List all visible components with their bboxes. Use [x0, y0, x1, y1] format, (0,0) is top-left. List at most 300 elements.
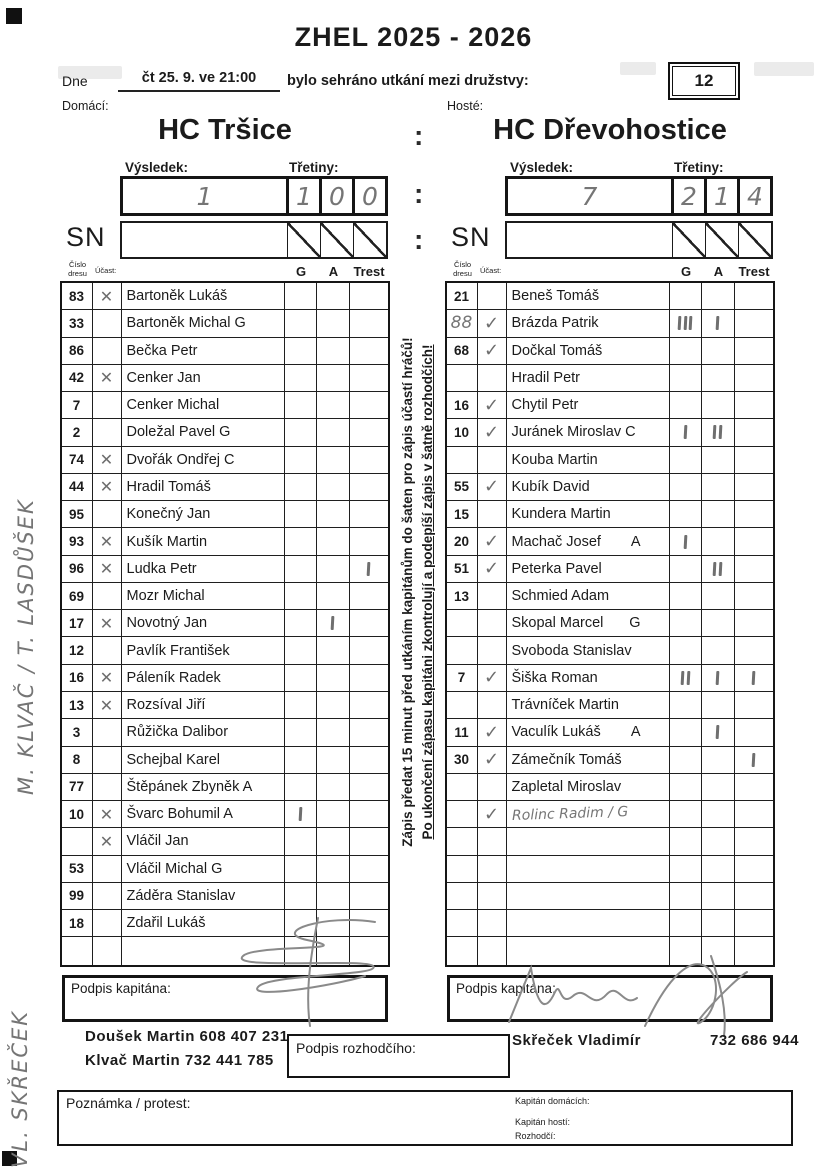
away-third3-cell: [737, 179, 770, 213]
margin-handwriting-referee2: VL. SKŘEČEK: [8, 1009, 32, 1168]
participation-cell: [93, 556, 122, 583]
assist-cell: [702, 801, 735, 828]
jersey-number-cell: [62, 637, 93, 664]
jersey-number-cell: [447, 583, 478, 610]
player-name: Štěpánek Zbyněk A: [126, 778, 253, 795]
participation-cell: [93, 474, 122, 501]
participation-cell: [478, 665, 507, 692]
player-name: Šiška Roman: [511, 669, 598, 686]
participation-cell: [478, 747, 507, 774]
home-sn-box: [120, 221, 388, 259]
jersey-number: 96: [68, 561, 85, 577]
jersey-number-cell: [62, 556, 93, 583]
player-name-cell: [122, 528, 285, 555]
assist-tally: [713, 425, 716, 439]
player-name-cell: [507, 528, 670, 555]
home-sn-slash-cell: [353, 223, 386, 257]
player-name: Konečný Jan: [126, 506, 211, 523]
penalty-cell: [350, 828, 388, 855]
home-a-col-header: A: [328, 264, 339, 279]
check-mark-icon: ✓: [483, 312, 500, 334]
participation-cell: [93, 637, 122, 664]
player-name: Kušík Martin: [126, 533, 208, 550]
home-score-box: [120, 176, 388, 216]
penalty-cell: [350, 528, 388, 555]
jersey-number-cell: [447, 637, 478, 664]
penalty-cell: [735, 528, 773, 555]
away-jersey-col-header: Číslo dresu: [453, 260, 472, 278]
penalty-cell: [735, 665, 773, 692]
assist-cell: [702, 719, 735, 746]
assist-cell: [702, 447, 735, 474]
goal-cell: [285, 637, 317, 664]
jersey-number-cell: [447, 692, 478, 719]
jersey-number-cell: [447, 801, 478, 828]
player-name-cell: [122, 774, 285, 801]
penalty-tally: [367, 562, 370, 576]
home-trest-col-header: Trest: [353, 264, 385, 279]
penalty-cell: [735, 910, 773, 937]
x-mark-icon: ✕: [99, 613, 114, 633]
jersey-number-cell: [447, 501, 478, 528]
away-sn-box: [505, 221, 773, 259]
check-mark-icon: ✓: [483, 721, 500, 743]
participation-cell: [478, 910, 507, 937]
goal-tally: [683, 316, 686, 330]
goal-cell: [670, 392, 702, 419]
assist-cell: [702, 501, 735, 528]
jersey-number: 17: [68, 615, 85, 631]
jersey-number: 51: [453, 561, 470, 577]
jersey-number: 86: [68, 343, 85, 359]
penalty-cell: [350, 419, 388, 446]
scan-smudge: [754, 62, 814, 76]
player-name-cell: [122, 637, 285, 664]
participation-cell: [478, 610, 507, 637]
goal-cell: [285, 447, 317, 474]
home-result-cell: [123, 179, 286, 213]
player-name: Skopal Marcel: [511, 615, 604, 632]
participation-cell: [93, 365, 122, 392]
jersey-number-cell: [62, 719, 93, 746]
jersey-number: 55: [453, 479, 470, 495]
goal-cell: [670, 937, 702, 964]
penalty-cell: [735, 283, 773, 310]
x-mark-icon: ✕: [99, 668, 114, 688]
jersey-number: 68: [453, 343, 470, 359]
penalty-cell: [350, 637, 388, 664]
player-name: Doležal Pavel G: [126, 424, 231, 441]
jersey-number: 10: [68, 806, 85, 822]
middle-instruction-line2: Po ukončení zápasu kapitáni zkontrolují a podepíší zápis v šatně rozhodčích!: [420, 344, 435, 840]
goal-tally: [686, 671, 689, 685]
penalty-cell: [735, 747, 773, 774]
assist-cell: [317, 474, 350, 501]
penalty-cell: [350, 474, 388, 501]
player-name-cell: [507, 365, 670, 392]
participation-cell: [478, 883, 507, 910]
home-ucast-col-header: Účast:: [95, 266, 117, 275]
check-mark-icon: ✓: [483, 421, 500, 443]
assist-cell: [317, 338, 350, 365]
participation-cell: [93, 447, 122, 474]
player-name: Švarc Bohumil A: [126, 806, 233, 823]
jersey-number-cell: [447, 610, 478, 637]
participation-cell: [478, 583, 507, 610]
participation-cell: [478, 801, 507, 828]
jersey-number-cell: [447, 528, 478, 555]
x-mark-icon: ✕: [99, 368, 114, 388]
goal-tally: [683, 534, 686, 548]
player-name-cell: [507, 501, 670, 528]
goal-cell: [285, 910, 317, 937]
assist-cell: [702, 556, 735, 583]
player-name: Vaculík Lukáš: [511, 724, 601, 741]
goal-cell: [670, 501, 702, 528]
scan-smudge: [620, 62, 656, 75]
jersey-number-cell: [447, 365, 478, 392]
jersey-number: 16: [453, 397, 470, 413]
jersey-number-cell: [62, 528, 93, 555]
assist-cell: [702, 910, 735, 937]
referee-signature-box: [287, 1034, 510, 1078]
penalty-cell: [350, 338, 388, 365]
goal-cell: [670, 883, 702, 910]
jersey-number: 2: [72, 424, 81, 440]
player-name-cell: [507, 419, 670, 446]
penalty-cell: [350, 447, 388, 474]
penalty-cell: [350, 856, 388, 883]
jersey-number-cell: [447, 883, 478, 910]
goal-cell: [285, 310, 317, 337]
assist-tally: [716, 725, 719, 739]
assist-cell: [702, 883, 735, 910]
assist-cell: [702, 665, 735, 692]
player-name: Vláčil Michal G: [126, 860, 223, 877]
player-name: Mozr Michal: [126, 588, 205, 605]
player-name: Novotný Jan: [126, 615, 208, 632]
check-mark-icon: ✓: [483, 476, 500, 498]
jersey-number-cell: [62, 338, 93, 365]
jersey-number-cell: [447, 283, 478, 310]
home-thirds-label: Třetiny:: [289, 160, 339, 175]
goal-cell: [285, 338, 317, 365]
penalty-cell: [350, 774, 388, 801]
player-name-cell: [122, 610, 285, 637]
player-name: Kubík David: [511, 478, 590, 495]
check-mark-icon: ✓: [483, 749, 500, 771]
middle-instruction-line1: Zápis předat 15 minut před utkáním kapitánům do šaten pro zápis účastí hráčů!: [400, 337, 415, 847]
assist-cell: [702, 828, 735, 855]
player-name: Chytil Petr: [511, 397, 579, 414]
jersey-number-cell: [447, 856, 478, 883]
jersey-number-cell: [447, 774, 478, 801]
jersey-number: 20: [453, 534, 470, 550]
participation-cell: [93, 610, 122, 637]
assist-cell: [317, 801, 350, 828]
assist-cell: [317, 828, 350, 855]
home-g-col-header: G: [295, 264, 307, 279]
goal-cell: [670, 637, 702, 664]
jersey-number: 7: [457, 670, 466, 686]
player-name: Brázda Patrik: [511, 315, 599, 332]
player-name-cell: [507, 856, 670, 883]
assist-cell: [317, 447, 350, 474]
goal-cell: [670, 747, 702, 774]
player-name-cell: [507, 910, 670, 937]
goal-cell: [285, 937, 317, 964]
goal-cell: [285, 610, 317, 637]
goal-cell: [670, 528, 702, 555]
away-result-value: 7: [581, 181, 598, 211]
penalty-cell: [735, 883, 773, 910]
home-sn-blank-cell: [122, 223, 287, 257]
home-team-name: HC Tršice: [158, 114, 292, 146]
player-name: Záděra Stanislav: [126, 887, 236, 904]
jersey-number: 93: [68, 534, 85, 550]
x-mark-icon: ✕: [99, 804, 114, 824]
player-name-cell: [507, 583, 670, 610]
x-mark-icon: ✕: [99, 532, 114, 552]
goal-cell: [285, 747, 317, 774]
player-name-cell: [507, 283, 670, 310]
penalty-cell: [350, 883, 388, 910]
player-name-cell: [122, 910, 285, 937]
jersey-number: 8: [72, 752, 81, 768]
x-mark-icon: ✕: [99, 477, 114, 497]
goal-cell: [285, 528, 317, 555]
player-name: Peterka Pavel: [511, 560, 602, 577]
player-role-letter: A: [630, 724, 641, 741]
assist-cell: [317, 365, 350, 392]
player-name-cell: [122, 474, 285, 501]
x-mark-icon: ✕: [99, 831, 114, 851]
player-name: Svoboda Stanislav: [511, 642, 632, 659]
penalty-cell: [735, 310, 773, 337]
penalty-cell: [350, 283, 388, 310]
penalty-cell: [350, 501, 388, 528]
goal-cell: [285, 583, 317, 610]
jersey-number-cell: [62, 774, 93, 801]
player-name-cell: [122, 665, 285, 692]
player-name: Bartoněk Lukáš: [126, 288, 228, 305]
page-title: ZHEL 2025 - 2026: [294, 22, 533, 52]
jersey-number-cell: [447, 310, 478, 337]
jersey-number-cell: [62, 474, 93, 501]
jersey-number-cell: [62, 501, 93, 528]
date-value: čt 25. 9. ve 21:00: [118, 70, 280, 92]
penalty-cell: [735, 583, 773, 610]
player-role-letter: G: [629, 615, 641, 632]
participation-cell: [93, 338, 122, 365]
assist-cell: [702, 610, 735, 637]
participation-cell: [93, 910, 122, 937]
home-third1-value: 1: [296, 181, 312, 211]
jersey-number-cell: [62, 856, 93, 883]
penalty-cell: [735, 338, 773, 365]
goal-cell: [670, 719, 702, 746]
goal-cell: [285, 474, 317, 501]
player-name: Machač Josef: [511, 533, 601, 550]
goal-cell: [670, 583, 702, 610]
note-label: Poznámka / protest:: [66, 1095, 191, 1111]
assist-cell: [317, 883, 350, 910]
goal-tally: [678, 316, 681, 330]
penalty-cell: [735, 419, 773, 446]
jersey-number-cell: [62, 883, 93, 910]
home-third1-cell: [286, 179, 319, 213]
player-name: Páleník Radek: [126, 669, 221, 686]
jersey-number-cell: [447, 937, 478, 964]
participation-cell: [93, 392, 122, 419]
jersey-number-cell: [62, 828, 93, 855]
participation-cell: [478, 719, 507, 746]
assist-cell: [317, 774, 350, 801]
away-third3-value: 4: [747, 181, 763, 211]
participation-cell: [93, 692, 122, 719]
player-name-cell: [507, 665, 670, 692]
player-name: Dočkal Tomáš: [511, 342, 603, 359]
home-sn-label: SN: [66, 222, 106, 252]
penalty-cell: [350, 583, 388, 610]
goal-cell: [285, 801, 317, 828]
assist-cell: [317, 501, 350, 528]
jersey-number-cell: [62, 392, 93, 419]
player-name-cell: [507, 801, 670, 828]
jersey-number-cell: [447, 665, 478, 692]
player-name: Rolinc Radim / G: [511, 804, 629, 825]
penalty-cell: [735, 392, 773, 419]
jersey-number-cell: [447, 556, 478, 583]
assist-cell: [702, 637, 735, 664]
penalty-cell: [350, 910, 388, 937]
player-name-cell: [507, 556, 670, 583]
assist-tally: [716, 671, 719, 685]
participation-cell: [478, 338, 507, 365]
player-name-cell: [507, 447, 670, 474]
goal-cell: [670, 692, 702, 719]
goal-cell: [285, 419, 317, 446]
away-captain-sign-label: Podpis kapitána:: [456, 981, 556, 996]
player-name-cell: [122, 747, 285, 774]
player-name-cell: [507, 338, 670, 365]
participation-cell: [93, 528, 122, 555]
goal-cell: [285, 501, 317, 528]
assist-cell: [702, 310, 735, 337]
participation-cell: [478, 937, 507, 964]
x-mark-icon: ✕: [99, 286, 114, 306]
player-name-cell: [507, 937, 670, 964]
penalty-cell: [735, 474, 773, 501]
assist-cell: [702, 774, 735, 801]
jersey-number-cell: [447, 910, 478, 937]
goal-cell: [670, 365, 702, 392]
assist-cell: [317, 637, 350, 664]
jersey-number: 69: [68, 588, 85, 604]
captain-guest-line-label: Kapitán hostí:: [515, 1117, 571, 1127]
player-name: Hradil Tomáš: [126, 478, 211, 495]
assist-cell: [317, 610, 350, 637]
referee-sign-label: Podpis rozhodčího:: [296, 1040, 416, 1056]
away-sn-label: SN: [451, 222, 491, 252]
penalty-cell: [350, 665, 388, 692]
participation-cell: [478, 637, 507, 664]
penalty-cell: [350, 692, 388, 719]
margin-handwriting-referees: M. KLVAČ / T. LASDŮŠEK: [14, 498, 38, 795]
jersey-number: 44: [68, 479, 85, 495]
jersey-number: 16: [68, 670, 85, 686]
goal-cell: [670, 910, 702, 937]
middle-instructions: [398, 281, 442, 903]
goal-cell: [285, 665, 317, 692]
assist-cell: [702, 365, 735, 392]
participation-cell: [93, 856, 122, 883]
player-name-cell: [122, 556, 285, 583]
player-name: Hradil Petr: [511, 369, 580, 386]
jersey-number-cell: [447, 719, 478, 746]
jersey-number: 53: [68, 861, 85, 877]
jersey-number: 11: [454, 724, 469, 740]
participation-cell: [93, 747, 122, 774]
assist-tally: [716, 316, 719, 330]
penalty-tally: [752, 671, 755, 685]
player-name: Cenker Michal: [126, 397, 220, 414]
participation-cell: [478, 392, 507, 419]
player-name-cell: [122, 719, 285, 746]
jersey-number-cell: [447, 828, 478, 855]
home-label: Domácí:: [62, 99, 109, 113]
player-name-cell: [122, 937, 285, 964]
jersey-number-cell: [62, 747, 93, 774]
assist-cell: [317, 283, 350, 310]
player-name-cell: [507, 828, 670, 855]
participation-cell: [93, 501, 122, 528]
away-sn-blank-cell: [507, 223, 672, 257]
participation-cell: [93, 719, 122, 746]
penalty-cell: [350, 610, 388, 637]
goal-tally: [680, 671, 683, 685]
home-captain-sign-label: Podpis kapitána:: [71, 981, 171, 996]
participation-cell: [93, 937, 122, 964]
home-roster-table: [60, 281, 390, 967]
jersey-number: 30: [453, 752, 470, 768]
assist-tally: [719, 425, 722, 439]
home-contact-1: Doušek Martin 608 407 231: [85, 1028, 289, 1045]
player-name: Zapletal Miroslav: [511, 778, 622, 795]
assist-cell: [702, 583, 735, 610]
away-sn-slash-cell: [672, 223, 705, 257]
jersey-number-cell: [62, 692, 93, 719]
penalty-cell: [350, 556, 388, 583]
goal-cell: [670, 774, 702, 801]
penalty-cell: [735, 365, 773, 392]
penalty-cell: [735, 719, 773, 746]
assist-cell: [317, 856, 350, 883]
player-name: Beneš Tomáš: [511, 288, 600, 305]
check-mark-icon: ✓: [483, 558, 500, 580]
assist-cell: [702, 528, 735, 555]
player-name-cell: [122, 338, 285, 365]
jersey-number: 77: [68, 779, 85, 795]
goal-cell: [285, 556, 317, 583]
penalty-cell: [735, 501, 773, 528]
participation-cell: [93, 774, 122, 801]
home-result-value: 1: [196, 181, 213, 211]
player-name-cell: [122, 283, 285, 310]
assist-cell: [317, 665, 350, 692]
goal-cell: [670, 474, 702, 501]
player-name: Bečka Petr: [126, 342, 198, 359]
